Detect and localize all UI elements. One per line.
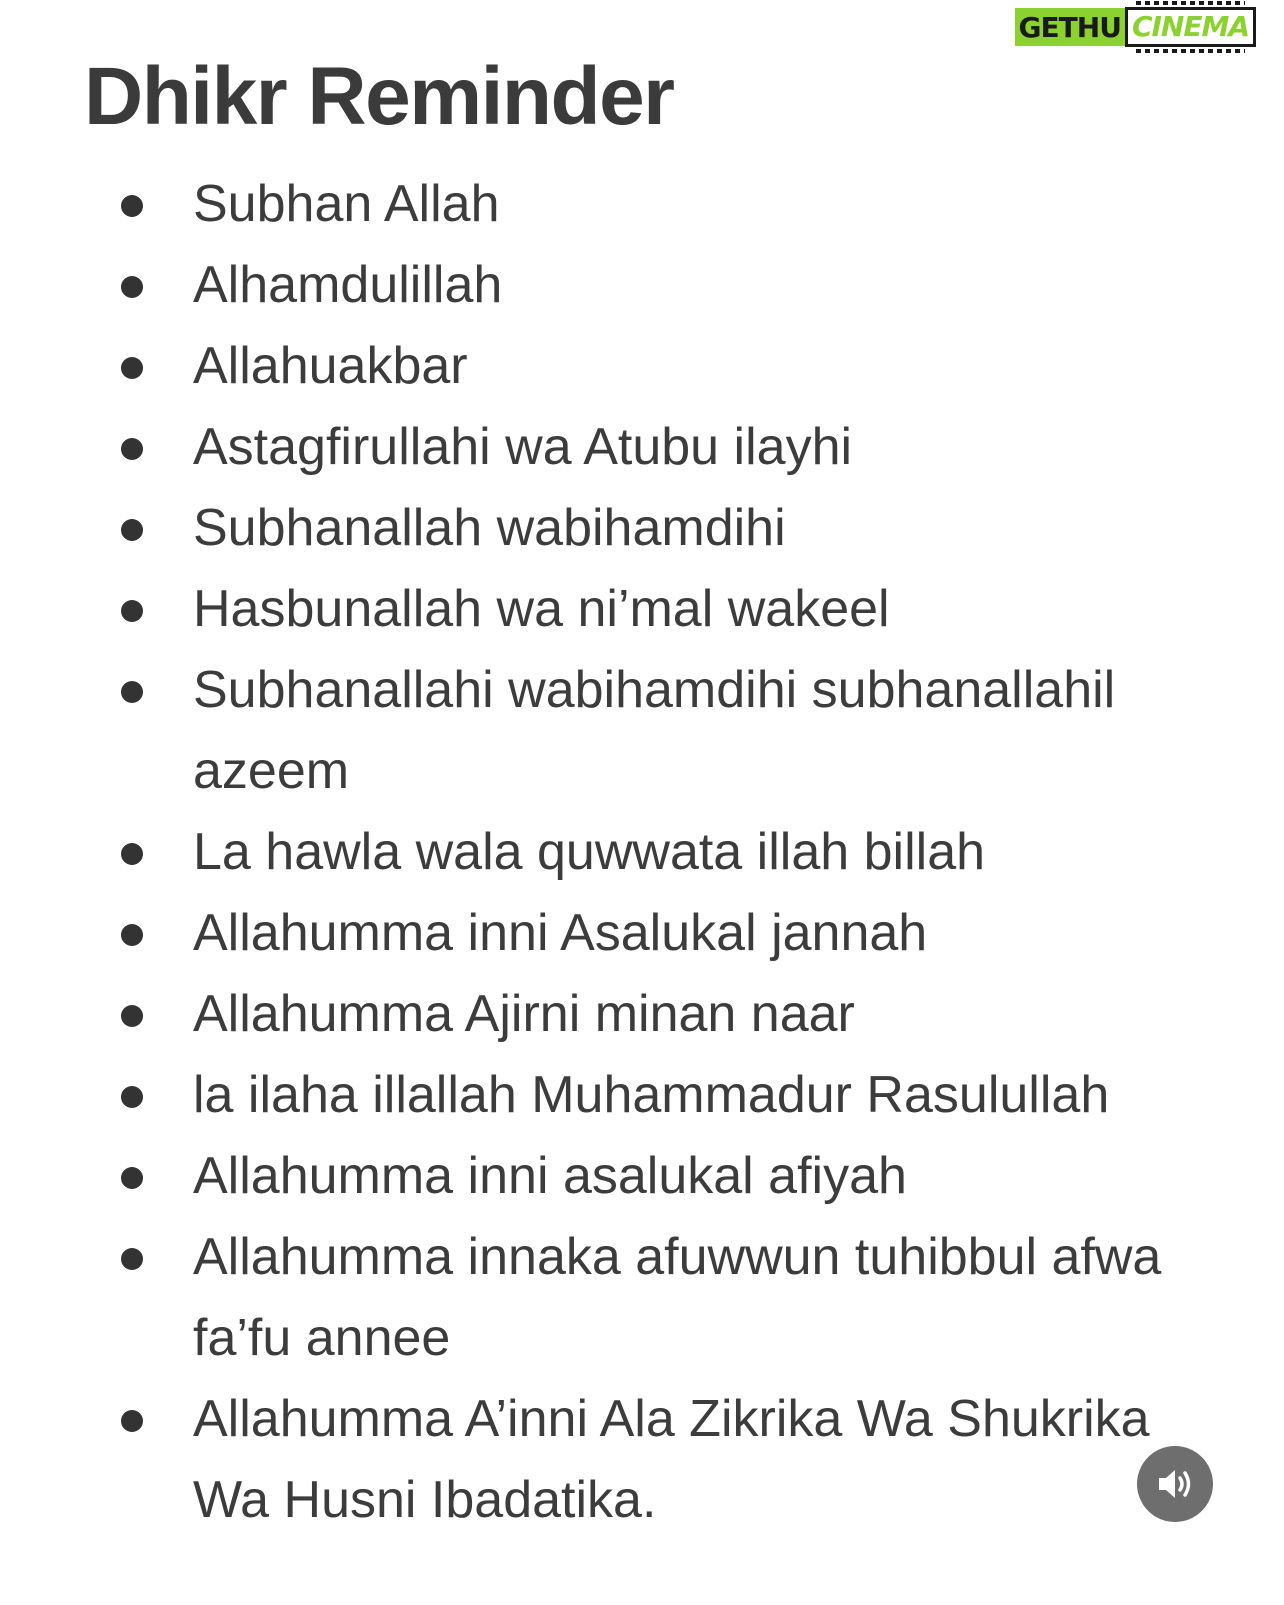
list-item (0, 1136, 1284, 1217)
list-item (0, 407, 1284, 488)
list-item-text: Allahuakbar (193, 337, 468, 395)
list-item (0, 326, 1284, 407)
bullet-icon (121, 276, 143, 298)
bullet-icon (121, 519, 143, 541)
page-title: Dhikr Reminder (84, 51, 674, 142)
list-item (0, 245, 1284, 326)
sound-toggle-button[interactable] (1137, 1446, 1213, 1522)
bullet-icon (121, 1005, 143, 1027)
list-item (0, 1379, 1284, 1541)
bullet-icon (121, 438, 143, 460)
list-item-text: Alhamdulillah (193, 256, 503, 314)
list-item-text: Allahumma A’inni Ala Zikrika Wa Shukrika Wa Husni Ibadatika. (193, 1390, 1150, 1529)
bullet-icon (121, 1086, 143, 1108)
bullet-icon (121, 195, 143, 217)
list-item-text: Subhanallah wabihamdihi (193, 499, 786, 557)
list-item-text: Allahumma inni Asalukal jannah (193, 904, 928, 962)
list-item-text: Allahumma innaka afuwwun tuhibbul afwa fa’fu annee (193, 1228, 1162, 1367)
list-item (0, 488, 1284, 569)
bullet-icon (121, 1410, 143, 1432)
dhikr-list (0, 164, 1284, 1541)
speaker-icon (1155, 1466, 1195, 1502)
list-item (0, 569, 1284, 650)
list-item-text: Allahumma Ajirni minan naar (193, 985, 855, 1043)
gethucinema-watermark (1015, 4, 1256, 50)
bullet-icon (121, 357, 143, 379)
list-item (0, 1217, 1284, 1379)
bullet-icon (121, 681, 143, 703)
bullet-icon (121, 924, 143, 946)
bullet-icon (121, 1167, 143, 1189)
list-item-text: Subhanallahi wabihamdihi subhanallahil azeem (193, 661, 1116, 800)
list-item (0, 893, 1284, 974)
bullet-icon (121, 843, 143, 865)
bullet-icon (121, 1248, 143, 1270)
list-item-text: Hasbunallah wa ni’mal wakeel (193, 580, 890, 638)
list-item (0, 974, 1284, 1055)
list-item (0, 650, 1284, 812)
watermark-cinema-text: CINEMA (1125, 7, 1256, 47)
list-item (0, 812, 1284, 893)
bullet-icon (121, 600, 143, 622)
list-item (0, 1055, 1284, 1136)
list-item-text: Astagfirullahi wa Atubu ilayhi (193, 418, 853, 476)
list-item (0, 164, 1284, 245)
list-item-text: Subhan Allah (193, 175, 500, 233)
list-item-text: La hawla wala quwwata illah billah (193, 823, 986, 881)
list-item-text: Allahumma inni asalukal afiyah (193, 1147, 907, 1205)
list-item-text: la ilaha illallah Muhammadur Rasulullah (193, 1066, 1110, 1124)
watermark-get-text: GETHU (1015, 8, 1125, 46)
